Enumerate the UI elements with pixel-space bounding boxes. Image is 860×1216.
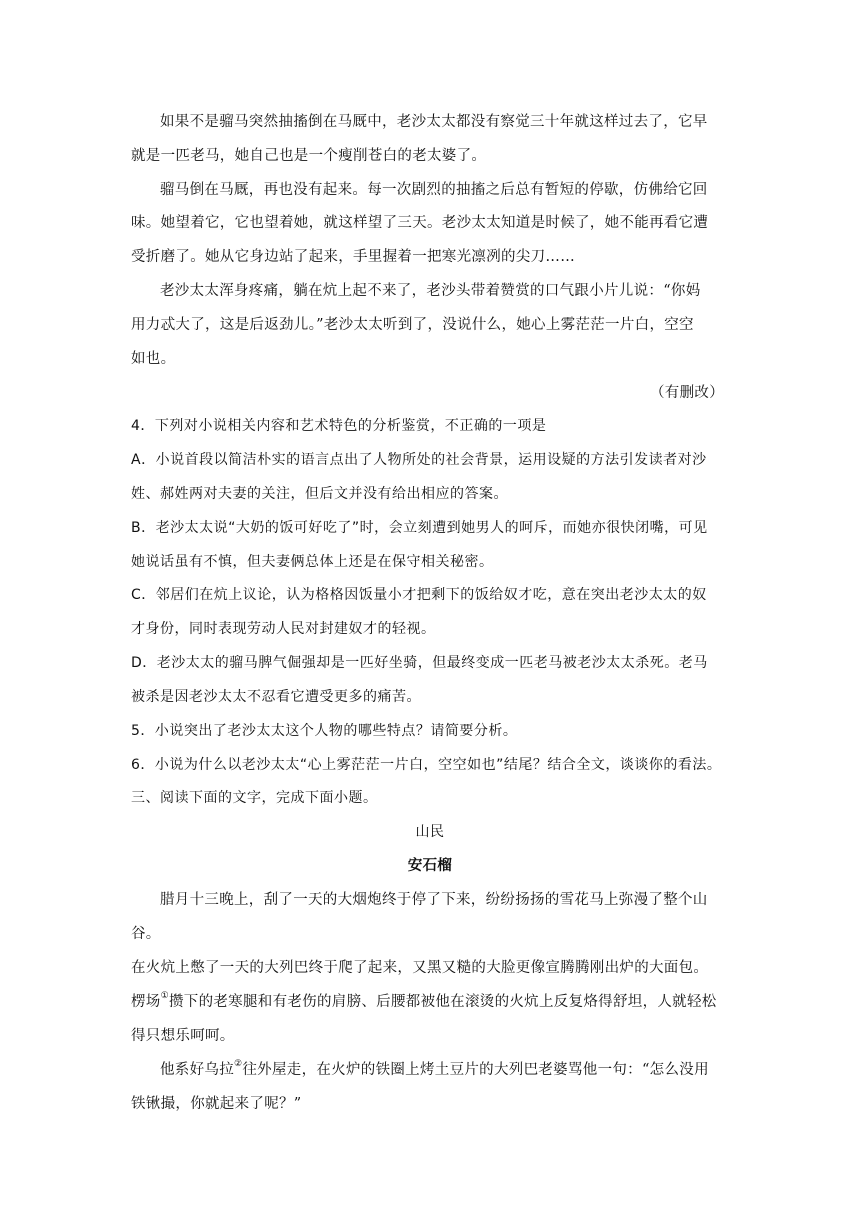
passage1-p2-line1: 骝马倒在马厩，再也没有起来。每一次剧烈的抽搐之后总有暂短的停歇，仿佛给它回 bbox=[160, 182, 708, 198]
passage1-p1-line1: 如果不是骝马突然抽搐倒在马厩中，老沙太太都没有察觉三十年就这样过去了，它早 bbox=[160, 114, 708, 130]
option-c-line2: 才身份，同时表现劳动人民对封建奴才的轻视。 bbox=[131, 621, 436, 637]
option-d-line2: 被杀是因老沙太太不忍看它遭受更多的痛苦。 bbox=[131, 689, 421, 705]
option-d-line1: D．老沙太太的骝马脾气倔强却是一匹好坐骑，但最终变成一匹老马被老沙太太杀死。老马 bbox=[131, 655, 708, 671]
option-a-line2: 姓、郝姓两对夫妻的关注，但后文并没有给出相应的答案。 bbox=[131, 486, 508, 502]
story-author: 安石榴 bbox=[407, 857, 453, 874]
footnote-marker-2: ② bbox=[234, 1059, 243, 1070]
option-b-line2: 她说话虽有不慎，但夫妻俩总体上还是在保守相关秘密。 bbox=[131, 554, 494, 570]
source-note: （有删改） bbox=[650, 385, 724, 401]
story-p1-line1: 腊月十三晚上，刮了一天的大烟炮终于停了下来，纷纷扬扬的雪花马上弥漫了整个山 bbox=[160, 892, 708, 908]
passage1-p2-line2: 味。她望着它，它也望着她，就这样望了三天。老沙太太知道是时候了，她不能再看它遭 bbox=[131, 215, 709, 231]
passage1-p3-line2: 用力忒大了，这是后返劲儿。”老沙太太听到了，没说什么，她心上雾茫茫一片白，空空 bbox=[131, 317, 694, 333]
story-p4-rest: 往外屋走，在火炉的铁圈上烤土豆片的大列巴老婆骂他一句：“怎么没用 bbox=[242, 1062, 709, 1078]
passage1-p2-line3: 受折磨了。她从它身边站了起来，手里握着一把寒光凛冽的尖刀…… bbox=[131, 249, 575, 265]
passage1-p1-line2: 就是一匹老马，她自己也是一个瘦削苍白的老太婆了。 bbox=[131, 148, 487, 164]
story-p4-line1 bbox=[160, 1060, 760, 1080]
passage1-p3-line1: 老沙太太浑身疼痛，躺在炕上起不来了，老沙头带着赞赏的口气跟小片儿说：“你妈 bbox=[160, 283, 701, 299]
story-p3-line2: 得只想乐呵呵。 bbox=[131, 1028, 235, 1044]
question-5: 5．小说突出了老沙太太这个人物的哪些特点？请简要分析。 bbox=[131, 723, 518, 739]
section-3-heading: 三、阅读下面的文字，完成下面小题。 bbox=[131, 790, 378, 806]
option-c-line1: C．邻居们在炕上议论，认为格格因饭量小才把剩下的饭给奴才吃，意在突出老沙太太的奴 bbox=[131, 587, 707, 603]
story-p2: 在火炕上憋了一天的大列巴终于爬了起来，又黑又糙的大脸更像宣腾腾刚出炉的大面包。 bbox=[131, 960, 709, 976]
passage1-p3-line3: 如也。 bbox=[131, 351, 176, 367]
question-6: 6．小说为什么以老沙太太“心上雾茫茫一片白，空空如也”结尾？结合全文，谈谈你的看法。 bbox=[131, 757, 722, 773]
story-p3-line1 bbox=[131, 992, 731, 1012]
story-title: 山民 bbox=[415, 824, 445, 840]
story-p3-term: 楞场 bbox=[131, 994, 161, 1010]
story-p4-line2: 铁锹撮，你就起来了呢？” bbox=[131, 1096, 302, 1112]
story-p3-rest: 攒下的老寒腿和有老伤的肩膀、后腰都被他在滚烫的火炕上反复烙得舒坦，人就轻松 bbox=[168, 994, 717, 1010]
footnote-marker-1: ① bbox=[160, 991, 169, 1002]
story-p4-start: 他系好乌拉 bbox=[160, 1062, 234, 1078]
question-4-stem: 4．下列对小说相关内容和艺术特色的分析鉴赏，不正确的一项是 bbox=[131, 418, 547, 434]
story-p1-line2: 谷。 bbox=[131, 926, 161, 942]
option-b-line1: B．老沙太太说“大奶的饭可好吃了”时，会立刻遭到她男人的呵斥，而她亦很快闭嘴，可见 bbox=[131, 520, 708, 536]
option-a-line1: A．小说首段以简洁朴实的语言点出了人物所处的社会背景，运用设疑的方法引发读者对沙 bbox=[131, 452, 707, 468]
